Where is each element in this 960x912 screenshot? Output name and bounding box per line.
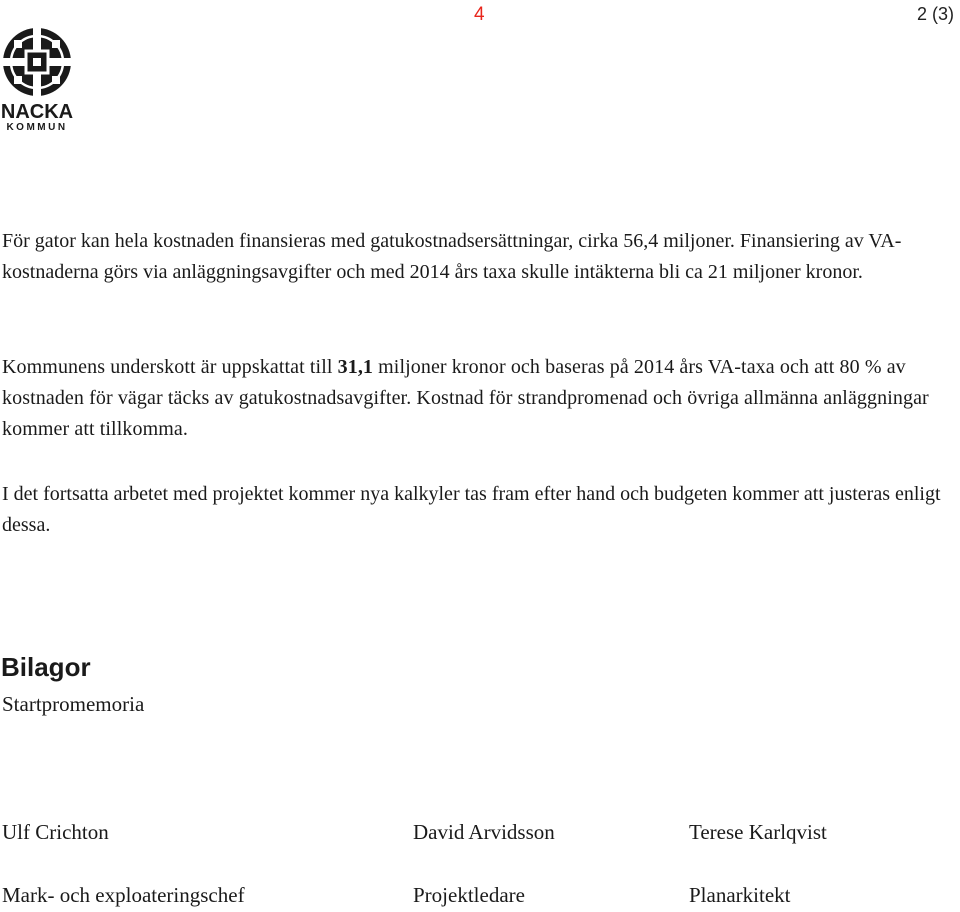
attachments-heading: Bilagor bbox=[1, 652, 91, 682]
paragraph-financing: För gator kan hela kostnaden finansieras med gatukostnadsersättningar, cirka 56,4 miljoner. Finansiering av VA-kostnaderna görs via anläggningsavgifter och med 2014 års taxa skulle intäkterna bli ca 21 miljoner kronor. bbox=[2, 230, 902, 283]
deficit-amount: 31,1 bbox=[337, 356, 374, 378]
signature-name-1: Ulf Crichton bbox=[2, 820, 109, 844]
signature-title-2: Projektledare bbox=[413, 883, 525, 907]
deficit-text-before: Kommunens underskott är uppskattat till bbox=[2, 356, 338, 378]
signature-title-3: Planarkitekt bbox=[689, 883, 791, 907]
signature-title-1: Mark- och exploateringschef bbox=[2, 883, 245, 907]
attachment-item: Startpromemoria bbox=[2, 692, 145, 716]
nacka-emblem-icon bbox=[0, 24, 78, 134]
nacka-kommun-logo bbox=[0, 24, 78, 134]
page-count: 2 (3) bbox=[916, 4, 954, 24]
logo-name-line1: NACKA bbox=[0, 101, 74, 123]
deficit-text-after: miljoner kronor och baseras på 2014 års VA-taxa och att 80 % av kostnaden för vägar täcks av gatukostnadsavgifter. Kostnad för strandpromenad och övriga allmänna anläggningar kommer att tillkomma. bbox=[2, 356, 929, 440]
paragraph-deficit bbox=[2, 352, 942, 445]
paragraph-continued-work: I det fortsatta arbetet med projektet kommer nya kalkyler tas fram efter hand och budgeten kommer att justeras enligt dessa. bbox=[2, 483, 941, 536]
page-number: 4 bbox=[474, 4, 485, 25]
signature-name-3: Terese Karlqvist bbox=[689, 820, 827, 844]
logo-name-line2: KOMMUN bbox=[6, 122, 68, 133]
signature-name-2: David Arvidsson bbox=[413, 820, 555, 844]
